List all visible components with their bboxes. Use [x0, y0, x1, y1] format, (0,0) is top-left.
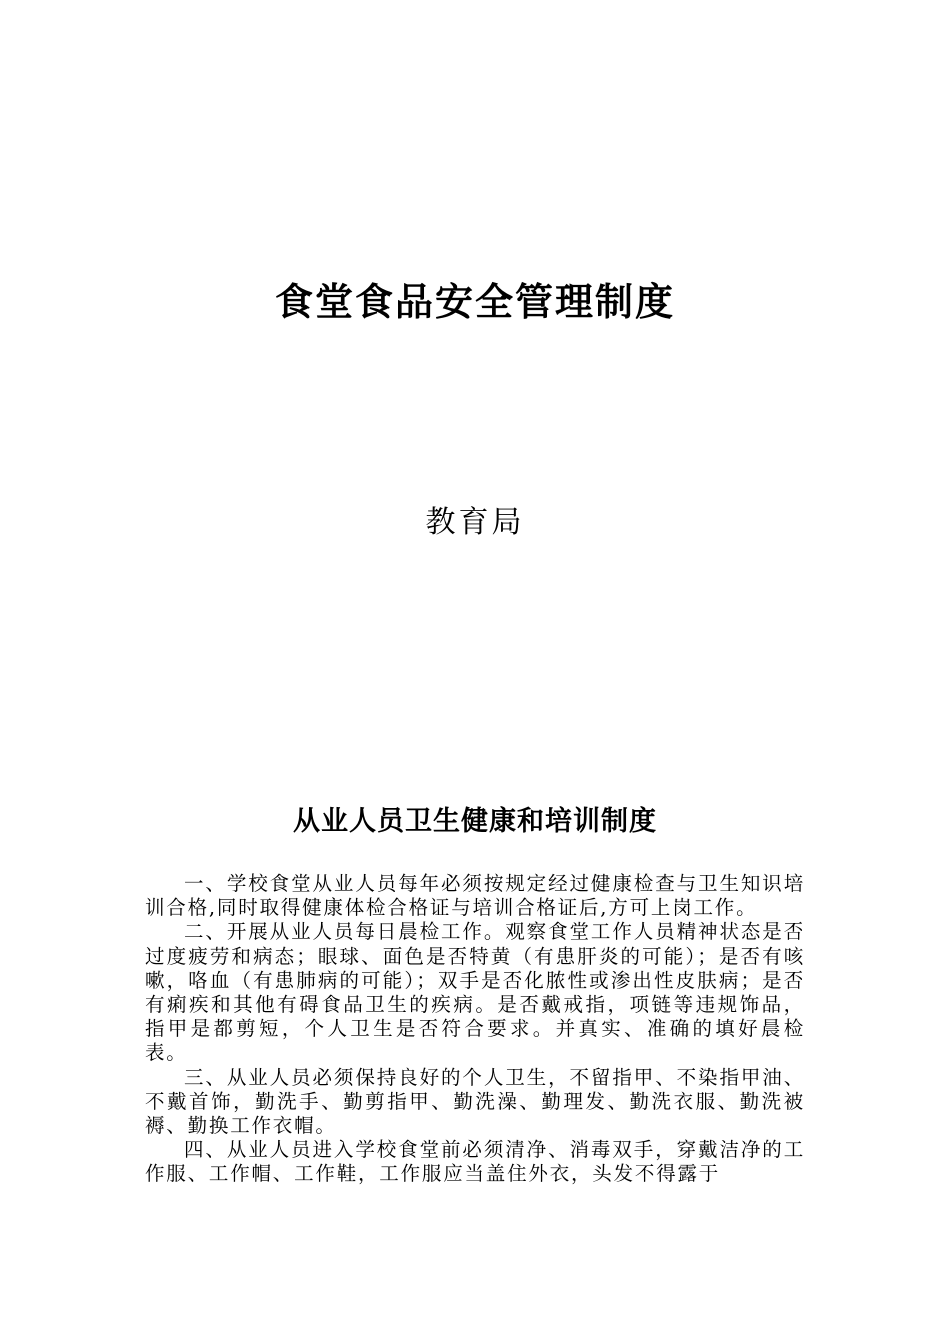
organization-name: 教育局: [425, 505, 525, 540]
paragraph-3: 三、从业人员必须保持良好的个人卫生，不留指甲、不染指甲油、不戴首饰，勤洗手、勤剪指甲、勤洗澡、勤理发、勤洗衣服、勤洗被褥、勤换工作衣帽。: [145, 1065, 805, 1138]
paragraph-2: 二、开展从业人员每日晨检工作。观察食堂工作人员精神状态是否过度疲劳和病态；眼球、面色是否特黄（有患肝炎的可能）；是否有咳嗽，咯血（有患肺病的可能）；双手是否化脓性或渗出性皮肤病；是否有痢疾和其他有碍食品卫生的疾病。是否戴戒指，项链等违规饰品，指甲是都剪短，个人卫生是否符合要求。并真实、准确的填好晨检表。: [145, 920, 805, 1065]
section-body: [145, 872, 805, 1187]
paragraph-4: 四、从业人员进入学校食堂前必须清净、消毒双手，穿戴洁净的工作服、工作帽、工作鞋，工作服应当盖住外衣，头发不得露于: [145, 1138, 805, 1186]
section-title: 从业人员卫生健康和培训制度: [293, 806, 657, 837]
document-title: 食堂食品安全管理制度: [274, 279, 675, 324]
paragraph-1: 一、学校食堂从业人员每年必须按规定经过健康检查与卫生知识培训合格,同时取得健康体检合格证与培训合格证后,方可上岗工作。: [145, 872, 805, 920]
